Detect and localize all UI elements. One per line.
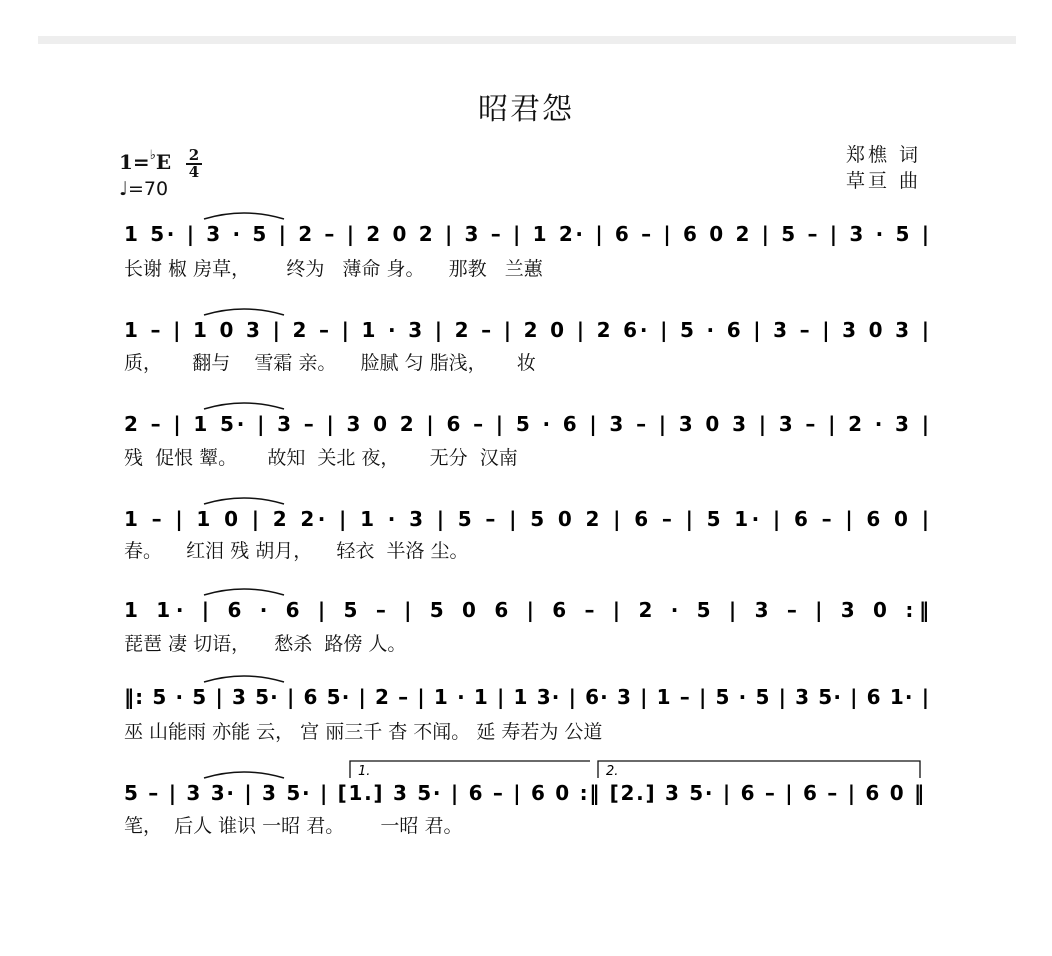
notation-line: 1 1· | 6 · 6 | 5 – | 5 0 6 | 6 – | 2 · 5 | 3 – | 3 0 :‖: [124, 598, 930, 622]
key-signature: 1=♭E: [119, 148, 172, 174]
slur-mark: [204, 589, 284, 595]
song-title: 昭君怨: [478, 92, 574, 127]
volta-label: 2.: [606, 764, 619, 779]
volta-bracket: [350, 761, 590, 778]
lyric-line: 笔， 后人 谁识 一昭 君。 一昭 君。: [124, 815, 463, 837]
volta-label: 1.: [358, 764, 371, 779]
notation-line: 2 – | 1 5· | 3 – | 3 0 2 | 6 – | 5 · 6 | 3 – | 3 0 3 | 3 – | 2 · 3 |: [124, 412, 929, 436]
slur-mark: [204, 498, 284, 504]
slur-mark: [204, 213, 284, 219]
lyric-line: 长谢 椒 房草， 终为 薄命 身。 那教 兰蕙: [124, 258, 543, 280]
tempo-marking: ♩=70: [119, 178, 169, 200]
notation-line: 1 5· | 3 · 5 | 2 – | 2 0 2 | 3 – | 1 2· | 6 – | 6 0 2 | 5 – | 3 · 5 |: [124, 222, 930, 246]
lyric-line: 残 促恨 颦。 故知 关北 夜， 无分 汉南: [124, 447, 518, 469]
volta-bracket: [598, 761, 920, 778]
slur-mark: [204, 676, 284, 682]
slur-mark: [204, 309, 284, 315]
lyric-line: 质， 翻与 雪霜 亲。 脸腻 匀 脂浅， 妆: [124, 352, 536, 374]
notation-line: 1 – | 1 0 3 | 2 – | 1 · 3 | 2 – | 2 0 | 2 6· | 5 · 6 | 3 – | 3 0 3 |: [124, 318, 930, 342]
slur-mark: [204, 772, 284, 778]
lyricist-credit: 郑樵 词: [846, 144, 922, 166]
notation-line: 5 – | 3 3· | 3 5· | [1.] 3 5· | 6 – | 6 0 :‖ [2.] 3 5· | 6 – | 6 – | 6 0 ‖: [124, 781, 924, 805]
time-signature: 2 4: [186, 148, 202, 180]
slur-mark: [204, 403, 284, 409]
lyric-line: 巫 山能雨 亦能 云， 宫 丽三千 杳 不闻。 延 寿若为 公道: [124, 721, 603, 743]
notation-line: 1 – | 1 0 | 2 2· | 1 · 3 | 5 – | 5 0 2 | 6 – | 5 1· | 6 – | 6 0 |: [124, 507, 929, 531]
composer-credit: 草亘 曲: [846, 170, 922, 192]
notation-line: ‖: 5 · 5 | 3 5· | 6 5· | 2 – | 1 · 1 | 1 3· | 6· 3 | 1 – | 5 · 5 | 3 5· | 6 1· |: [124, 685, 930, 709]
lyric-line: 琵琶 凄 切语， 愁杀 路傍 人。: [124, 633, 407, 655]
lyric-line: 春。 红泪 残 胡月， 轻衣 半洛 尘。: [124, 540, 469, 562]
